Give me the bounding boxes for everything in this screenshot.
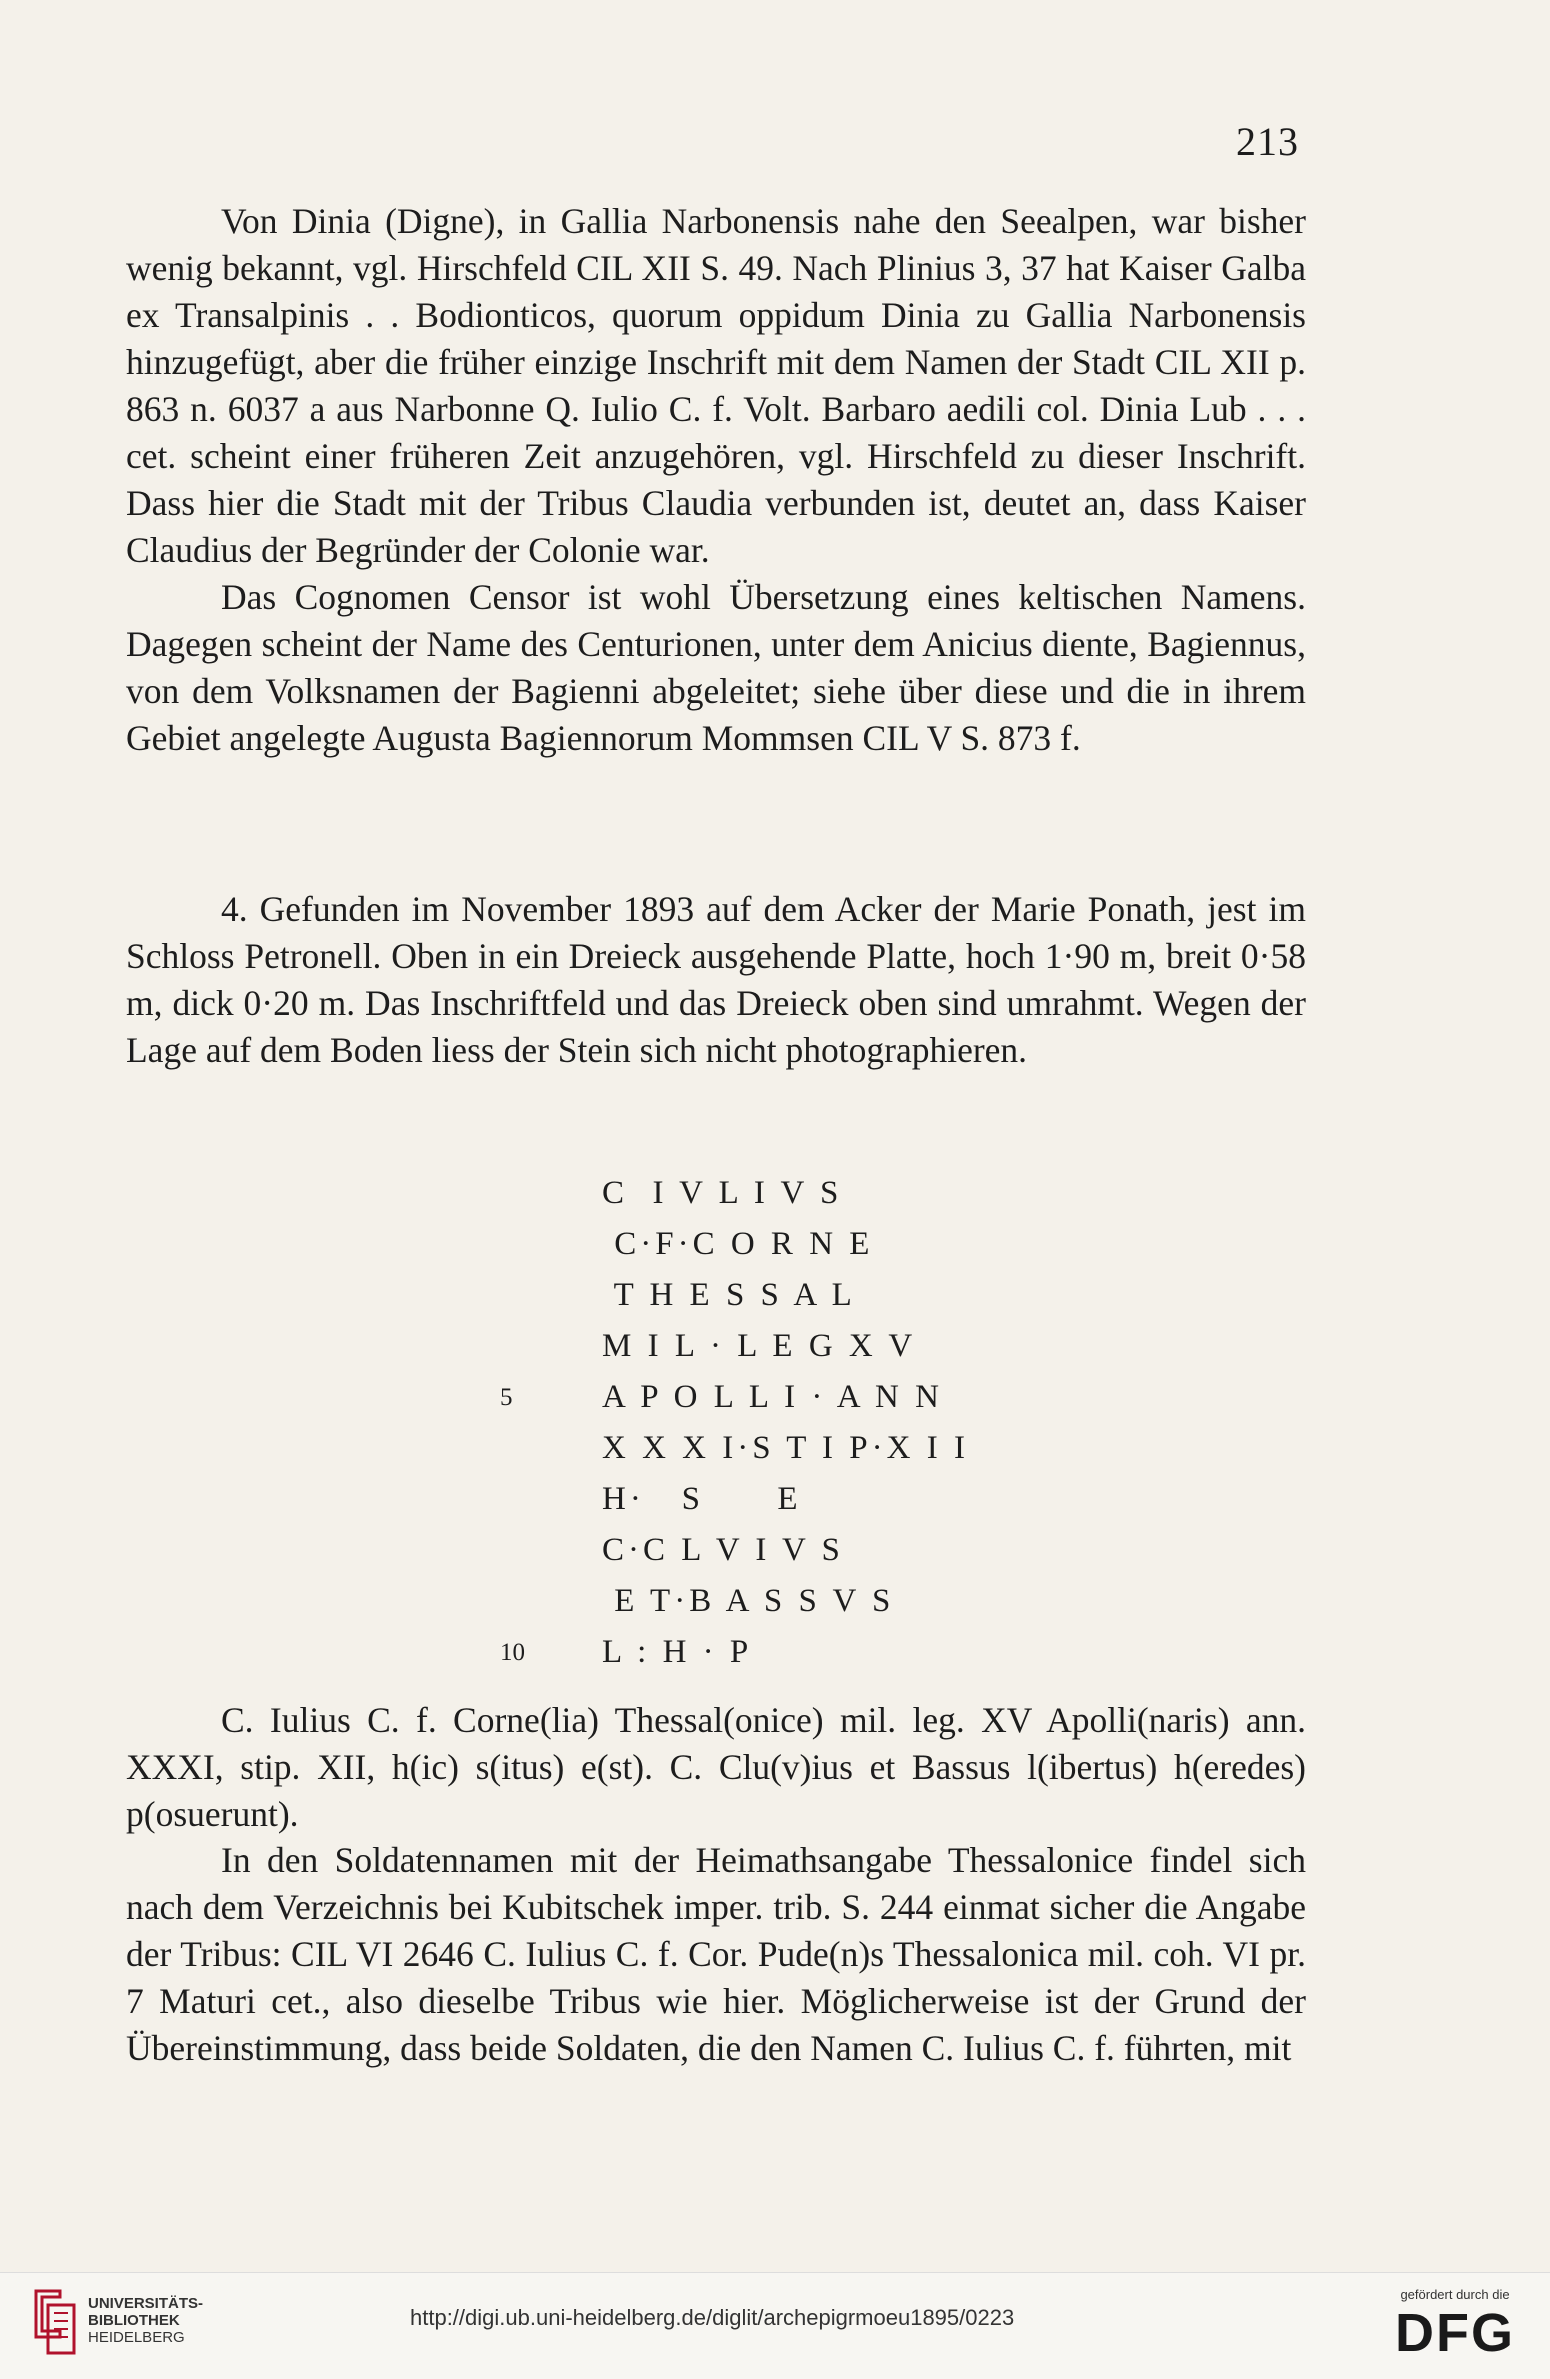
inscription-line — [500, 1474, 1000, 1525]
inscription — [500, 1168, 1000, 1678]
inscription-text: A P O L L I · A N N — [602, 1379, 943, 1415]
permalink-url[interactable]: http://digi.ub.uni-heidelberg.de/diglit/archepigrmoeu1895/0223 — [410, 2305, 1015, 2330]
inscription-text: M I L · L E G X V — [602, 1328, 917, 1364]
body-text-block-1 — [126, 198, 1306, 762]
inscription-text: T H E S S A L — [602, 1277, 856, 1313]
inscription-line — [500, 1168, 1000, 1219]
library-name-line: HEIDELBERG — [88, 2329, 185, 2346]
page-number: 213 — [1236, 119, 1299, 164]
inscription-line — [500, 1576, 1000, 1627]
inscription-text: X X X I·S T I P·X I I — [602, 1430, 969, 1466]
inscription-line — [500, 1321, 1000, 1372]
body-text-block-2 — [126, 886, 1306, 1074]
inscription-line — [500, 1423, 1000, 1474]
inscription-line — [500, 1270, 1000, 1321]
inscription-text: C I V L I V S — [602, 1175, 843, 1211]
footer-bar — [0, 2272, 1550, 2379]
inscription-line — [500, 1525, 1000, 1576]
inscription-text: L : H · P — [602, 1634, 753, 1670]
paragraph-dinia: Von Dinia (Digne), in Gallia Narbonensis nahe den Seealpen, war bisher wenig bekannt, vgl. Hirschfeld CIL XII S. 49. Nach Plinius 3, 37 hat Kaiser Galba ex Transalpinis . . Bodionticos, quorum oppidum Dinia zu Gallia Narbonensis hinzugefügt, aber die früher einzige Inschrift mit dem Namen der Stadt CIL XII p. 863 n. 6037 a aus Narbonne Q. Iulio C. f. Volt. Barbaro aedili col. Dinia Lub . . . cet. scheint einer früheren Zeit anzugehören, vgl. Hirschfeld zu dieser Inschrift. Dass hier die Stadt mit der Tribus Claudia verbunden ist, deutet an, dass Kaiser Claudius der Begründer der Colonie war. — [126, 201, 1306, 570]
line-number: 10 — [500, 1639, 525, 1666]
dfg-logo: DFG — [1395, 2303, 1515, 2363]
inscription-line — [500, 1372, 1000, 1423]
sponsor[interactable] — [1380, 2287, 1530, 2362]
inscription-line — [500, 1627, 1000, 1678]
inscription-text: C·F·C O R N E — [602, 1226, 874, 1262]
inscription-text: C·C L V I V S — [602, 1532, 844, 1568]
inscription-text: E T·B A S S V S — [602, 1583, 895, 1619]
library-logo-icon[interactable] — [30, 2287, 80, 2357]
library-name-line: UNIVERSITÄTS- — [88, 2295, 204, 2312]
inscription-line — [500, 1219, 1000, 1270]
paragraph-soldier-names: In den Soldatennamen mit der Heimathsangabe Thessalonice findel sich nach dem Verzeichnis bei Kubitschek imper. trib. S. 244 einmat sicher die Angabe der Tribus: CIL VI 2646 C. Iulius C. f. Cor. Pude(n)s Thessalonica mil. coh. VI pr. 7 Maturi cet., also dieselbe Tribus wie hier. Möglicherweise ist der Grund der Übereinstimmung, dass beide Soldaten, die den Namen C. Iulius C. f. führten, mit — [126, 1840, 1306, 2068]
line-number: 5 — [500, 1384, 513, 1411]
sponsor-label: gefördert durch die — [1400, 2287, 1510, 2302]
library-name[interactable] — [88, 2295, 203, 2346]
inscription-text: H· S E — [602, 1481, 802, 1517]
paragraph-find-report: 4. Gefunden im November 1893 auf dem Acker der Marie Ponath, jest im Schloss Petronell. Oben in ein Dreieck ausgehende Platte, hoch 1·90 m, breit 0·58 m, dick 0·20 m. Das Inschriftfeld und das Dreieck oben sind umrahmt. Wegen der Lage auf dem Boden liess der Stein sich nicht photographieren. — [126, 889, 1306, 1070]
transcription-block — [126, 1697, 1306, 1838]
inscription-transcription: C. Iulius C. f. Corne(lia) Thessal(onice) mil. leg. XV Apolli(naris) ann. XXXI, stip. XII, h(ic) s(itus) e(st). C. Clu(v)ius et Bassus l(ibertus) h(eredes) p(osuerunt). — [126, 1700, 1306, 1834]
paragraph-cognomen: Das Cognomen Censor ist wohl Übersetzung eines keltischen Namens. Dagegen scheint der Name des Centurionen, unter dem Anicius diente, Bagiennus, von dem Volksnamen der Bagienni abgeleitet; siehe über diese und die in ihrem Gebiet angelegte Augusta Bagiennorum Mommsen CIL V S. 873 f. — [126, 577, 1306, 758]
library-name-line: BIBLIOTHEK — [88, 2312, 180, 2329]
body-text-block-3 — [126, 1837, 1306, 2072]
